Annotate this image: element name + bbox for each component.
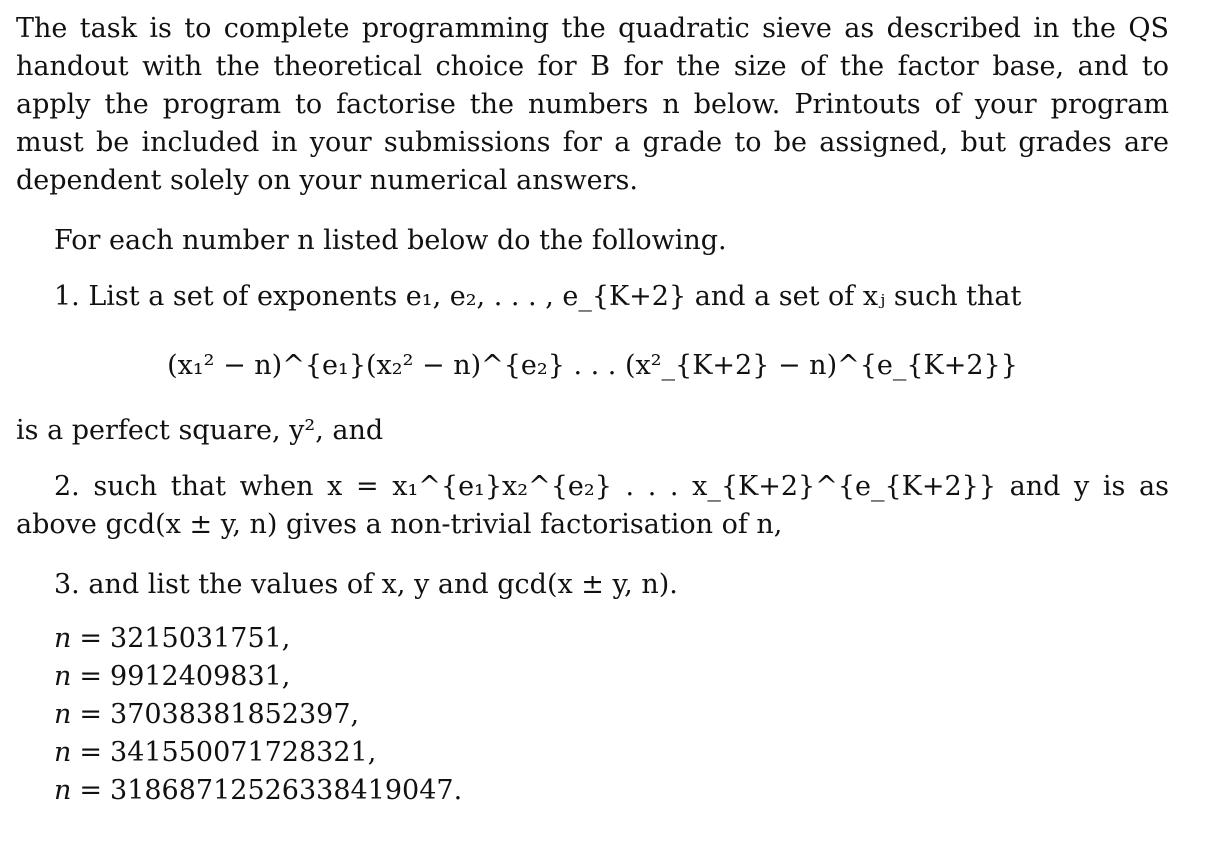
step-1: 1. List a set of exponents e₁, e₂, . . . , e_{K+2} and a set of xⱼ such that: [54, 281, 1022, 312]
number-value: 341550071728321,: [110, 737, 377, 768]
number-row: n = 3215031751,: [54, 623, 291, 654]
intro-paragraph: The task is to complete programming the quadratic sieve as described in the QS handout with the theoretical choice for B for the size of the factor base, and to apply the program to factorise the numbers n below. Printouts of your program must be included in your submissions for a grade to be assigned, but grades are dependent solely on your numerical answers.: [16, 13, 1169, 196]
number-list: [16, 620, 1169, 810]
number-row: n = 341550071728321,: [54, 737, 377, 768]
number-value: 31868712526338419047.: [110, 775, 463, 806]
number-row: n = 37038381852397,: [54, 699, 360, 730]
number-value: 9912409831,: [110, 661, 291, 692]
step-2: 2. such that when x = x₁^{e₁}x₂^{e₂} . . . x_{K+2}^{e_{K+2}} and y is as above gcd(x ± y, n) gives a non-trivial factorisation of n,: [16, 471, 1169, 540]
display-equation: (x₁² − n)^{e₁}(x₂² − n)^{e₂} . . . (x²_{K+2} − n)^{e_{K+2}}: [167, 350, 1018, 381]
step-3: 3. and list the values of x, y and gcd(x ± y, n).: [54, 569, 678, 600]
number-row: n = 9912409831,: [54, 661, 291, 692]
lead-sentence: For each number n listed below do the following.: [54, 225, 727, 256]
number-value: 3215031751,: [110, 623, 291, 654]
number-value: 37038381852397,: [110, 699, 360, 730]
after-display-text: is a perfect square, y², and: [16, 415, 384, 446]
number-row: n = 31868712526338419047.: [54, 775, 463, 806]
